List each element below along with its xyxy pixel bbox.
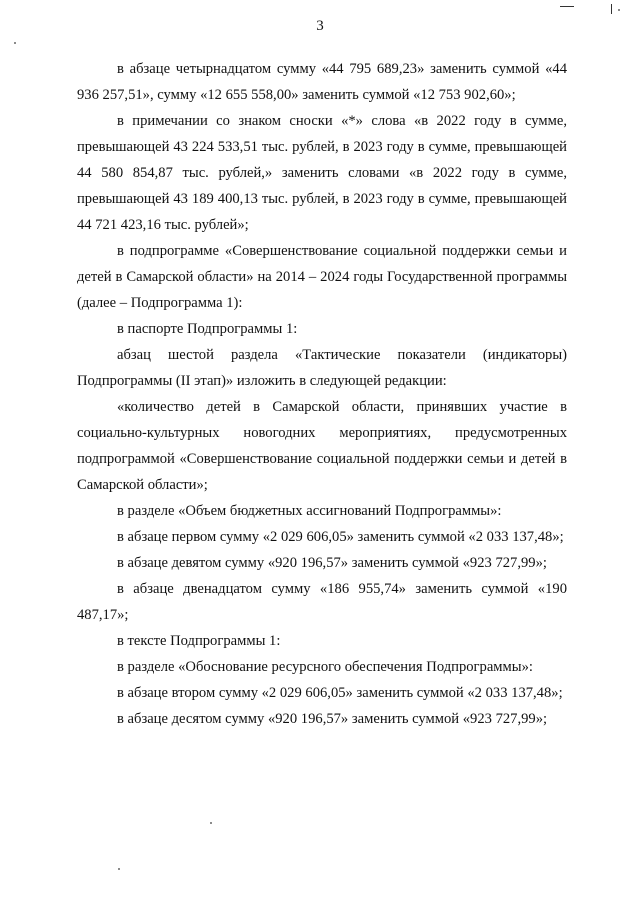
- paragraph: в абзаце четырнадцатом сумму «44 795 689,23» заменить суммой «44 936 257,51», сумму «12 655 558,00» заменить суммой «12 753 902,60»;: [77, 61, 567, 103]
- paragraph: в разделе «Обоснование ресурсного обеспечения Подпрограммы»:: [117, 659, 533, 675]
- document-body: [77, 56, 567, 732]
- paragraph: в абзаце десятом сумму «920 196,57» заменить суммой «923 727,99»;: [117, 711, 548, 727]
- paragraph: в примечании со знаком сноски «*» слова «в 2022 году в сумме, превышающей 43 224 533,51 тыс. рублей, в 2023 году в сумме, превышающей 44 580 854,87 тыс. рублей,» заменить словами «в 2022 году в сумме, превышающей 43 189 400,13 тыс. рублей, в 2023 году в сумме, превышающей 44 721 423,16 тыс. рублей»;: [77, 113, 567, 233]
- paragraph: «количество детей в Самарской области, принявших участие в социально-культурных новогодних мероприятиях, предусмотренных подпрограммой «Совершенствование социальной поддержки семьи и детей в Самарской области»;: [77, 399, 567, 493]
- paragraph: в абзаце двенадцатом сумму «186 955,74» заменить суммой «190 487,17»;: [77, 581, 567, 623]
- paragraph: в абзаце девятом сумму «920 196,57» заменить суммой «923 727,99»;: [117, 555, 547, 571]
- scan-dot: [14, 42, 16, 44]
- paragraph: в подпрограмме «Совершенствование социальной поддержки семьи и детей в Самарской области» на 2014 – 2024 годы Государственной программы (далее – Подпрограмма 1):: [77, 243, 567, 311]
- paragraph: в тексте Подпрограммы 1:: [117, 633, 281, 649]
- paragraph: в абзаце втором сумму «2 029 606,05» заменить суммой «2 033 137,48»;: [117, 685, 563, 701]
- scan-dot: [618, 9, 620, 11]
- paragraph: в паспорте Подпрограммы 1:: [117, 321, 298, 337]
- scan-dot: [118, 868, 120, 870]
- paragraph: абзац шестой раздела «Тактические показатели (индикаторы) Подпрограммы (II этап)» изложить в следующей редакции:: [77, 347, 567, 389]
- paragraph: в абзаце первом сумму «2 029 606,05» заменить суммой «2 033 137,48»;: [117, 529, 564, 545]
- page-number: 3: [316, 18, 324, 34]
- paragraph: в разделе «Объем бюджетных ассигнований Подпрограммы»:: [117, 503, 502, 519]
- scan-mark: [560, 6, 574, 7]
- scan-mark: [611, 4, 612, 14]
- scan-dot: [210, 822, 212, 824]
